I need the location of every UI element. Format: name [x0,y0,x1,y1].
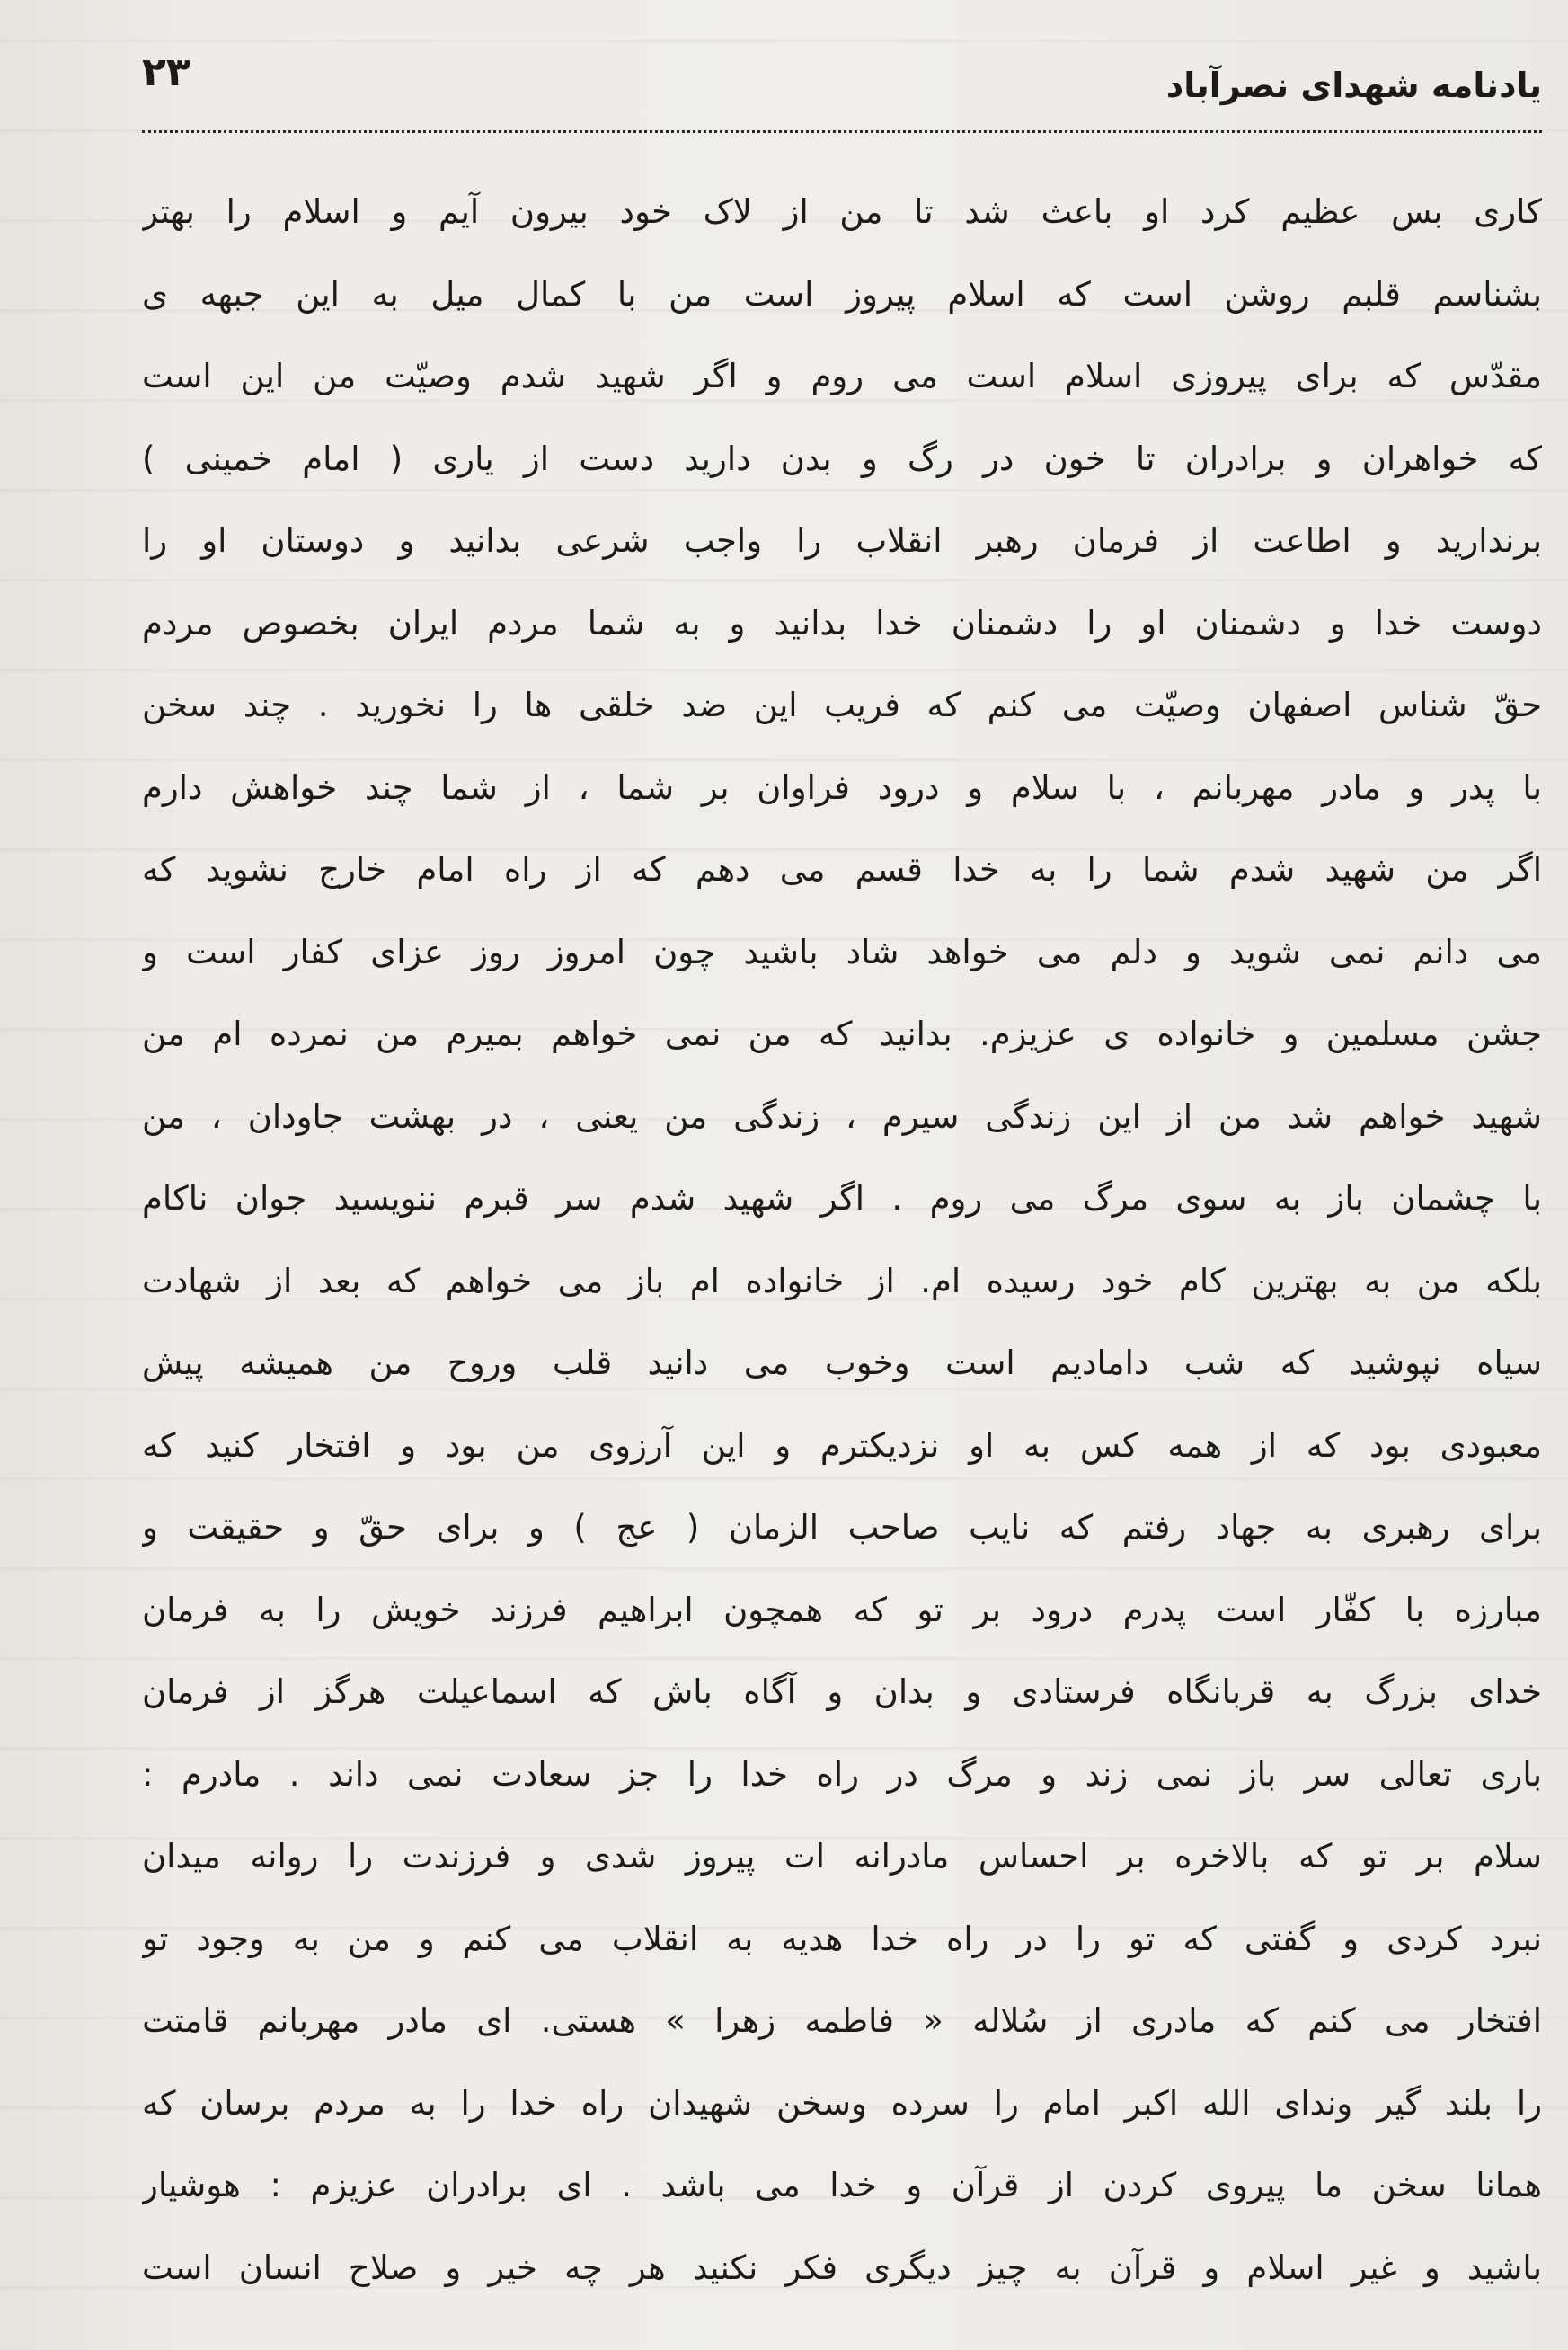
text-line: با پدر و مادر مهربانم ، با سلام و درود فراوان بر شما ، از شما چند خواهش دارم [142,767,1542,807]
text-line: همانا سخن ما پیروی کردن از قرآن و خدا می باشد . ای برادران عزیزم : هوشیار [142,2166,1542,2204]
text-line: را بلند گیر وندای الله اکبر امام را سرده وسخن شهیدان راه خدا را به مردم برسان که [142,2083,1542,2123]
text-line: حقّ شناس اصفهان وصیّت می کنم که فریب این ضد خلقی ها را نخورید . چند سخن [142,686,1542,724]
page-header [142,49,1542,139]
text-line: باری تعالی سر باز نمی زند و مرگ در راه خدا را جز سعادت نمی داند . مادرم : [142,1754,1542,1794]
text-line: بلکه من به بهترین کام خود رسیده ام. از خانواده ام باز می خواهم که بعد از شهادت [142,1261,1542,1300]
text-line: نبرد کردی و گفتی که تو را در راه خدا هدیه به انقلاب می کنم و من به وجود تو [142,1919,1542,1958]
text-line: برای رهبری به جهاد رفتم که نایب صاحب الزمان ( عج ) و برای حقّ و حقیقت و [142,1508,1542,1547]
page-number: ۲۳ [142,49,190,95]
text-line: مقدّس که برای پیروزی اسلام است می روم و اگر شهید شدم وصیّت من این است [142,357,1542,395]
body-text [142,171,1542,2309]
text-line: دوست خدا و دشمنان او را دشمنان خدا بدانید و به شما مردم ایران بخصوص مردم [142,603,1542,643]
text-line: می دانم نمی شوید و دلم می خواهد شاد باشید چون امروز روز عزای کفار است و [142,932,1542,971]
text-line: مبارزه با کفّار است پدرم درود بر تو که همچون ابراهیم فرزند خویش را به فرمان [142,1590,1542,1629]
running-title: یادنامه شهدای نصرآباد [1165,66,1542,105]
text-line: سیاه نپوشید که شب دامادیم است وخوب می دانید قلب وروح من همیشه پیش [142,1343,1542,1382]
text-line: شهید خواهم شد من از این زندگی سیرم ، زندگی من یعنی ، در بهشت جاودان ، من [142,1096,1542,1136]
text-line: بشناسم قلبم روشن است که اسلام پیروز است من با کمال میل به این جبهه ی [142,274,1542,314]
text-line: که خواهران و برادران تا خون در رگ و بدن دارید دست از یاری ( امام خمینی ) [142,439,1542,478]
text-line: جشن مسلمین و خانواده ی عزیزم. بدانید که من نمی خواهم بمیرم من نمرده ام من [142,1015,1542,1053]
text-line: معبودی بود که از همه کس به او نزدیکترم و این آرزوی من بود و افتخار کنید که [142,1425,1542,1465]
text-line: اگر من شهید شدم شما را به خدا قسم می دهم که از راه امام خارج نشوید که [142,850,1542,889]
text-line: خدای بزرگ به قربانگاه فرستادی و بدان و آگاه باش که اسماعیلت هرگز از فرمان [142,1672,1542,1711]
text-line: سلام بر تو که بالاخره بر احساس مادرانه ات پیروز شدی و فرزندت را روانه میدان [142,1837,1542,1876]
header-dotted-rule [142,130,1542,133]
text-line: با چشمان باز به سوی مرگ می روم . اگر شهید شدم سر قبرم ننویسید جوان ناکام [142,1179,1542,1218]
text-line: کاری بس عظیم کرد او باعث شد تا من از لاک خود بیرون آیم و اسلام را بهتر [142,192,1542,231]
text-line: افتخار می کنم که مادری از سُلاله « فاطمه زهرا » هستی. ای مادر مهربانم قامتت [142,2001,1542,2040]
text-line: باشید و غیر اسلام و قرآن به چیز دیگری فکر نکنید هر چه خیر و صلاح انسان است [142,2248,1542,2287]
text-line: برندارید و اطاعت از فرمان رهبر انقلاب را واجب شرعی بدانید و دوستان او را [142,521,1542,560]
